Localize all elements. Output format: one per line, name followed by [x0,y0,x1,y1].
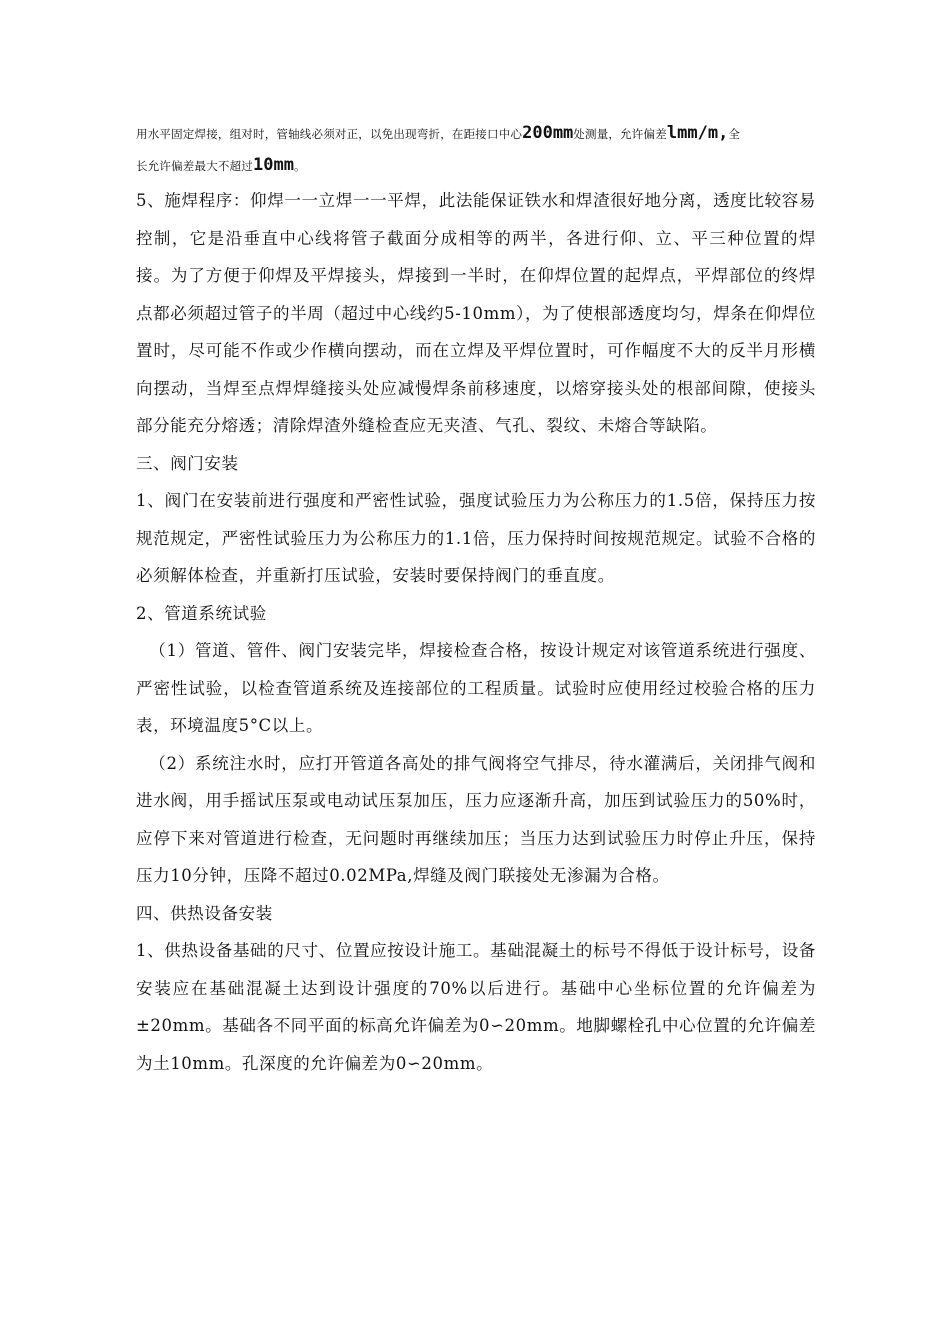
pipe-test-paragraph-2: （2）系统注水时，应打开管道各高处的排气阀将空气排尽，待水灌满后，关闭排气阀和进水阀，用手摇试压泵或电动试压泵加压，压力应逐渐升高，加压到试验压力的50%时，应停下来对管道进行检查，无问题时再继续加压；当压力达到试验压力时停止升压，保持压力10分钟，压降不超过0.02MPa,焊缝及阀门联接处无渗漏为合格。 [136,753,816,885]
pipe-test-paragraph-1: （1）管道、管件、阀门安装完毕，焊接检查合格，按设计规定对该管道系统进行强度、严密性试验，以检查管道系统及连接部位的工程质量。试验时应使用经过校验合格的压力表，环境温度5°C以上。 [136,641,816,735]
text-segment: 。 [293,159,306,173]
distance-value: 200mm [522,123,574,143]
section-heading-valve-installation: 三、阀门安装 [136,453,239,473]
heating-equipment-paragraph: 1、供热设备基础的尺寸、位置应按设计施工。基础混凝土的标号不得低于设计标号，设备安装应在基础混凝土达到设计强度的70%以后进行。基础中心坐标位置的允许偏差为±20mm。基础各不同平面的标高允许偏差为0∽20mm。地脚螺栓孔中心位置的允许偏差为土10mm。孔深度的允许偏差为0∽20mm。 [136,941,816,1073]
tolerance-value: lmm/m, [666,123,729,143]
welding-procedure-paragraph: 5、施焊程序：仰焊一一立焊一一平焊，此法能保证铁水和焊渣很好地分离，透度比较容易控制，它是沿垂直中心线将管子截面分成相等的两半，各进行仰、立、平三种位置的焊接。为了方便于仰焊及平焊接头，焊接到一半时，在仰焊位置的起焊点，平焊部位的终焊点都必须超过管子的半周（超过中心线约5-10mm），为了使根部透度均匀，焊条在仰焊位置时，尽可能不作或少作横向摆动，而在立焊及平焊位置时，可作幅度不大的反半月形横向摆动，当焊至点焊焊缝接头处应减慢焊条前移速度，以熔穿接头处的根部间隙，使接头部分能充分熔透；清除焊渣外缝检查应无夹渣、气孔、裂纹、未熔合等缺陷。 [136,191,816,435]
section-heading-heating-equipment: 四、供热设备安装 [136,903,273,923]
weld-tolerance-line-2 [136,150,816,182]
max-tolerance-value: 10mm [253,155,294,175]
text-segment: 全 [728,127,741,141]
valve-test-paragraph: 1、阀门在安装前进行强度和严密性试验，强度试验压力为公称压力的1.5倍，保持压力按规范规定，严密性试验压力为公称压力的1.1倍，压力保持时间按规范规定。试验不合格的必须解体检查，并重新打压试验，安装时要保持阀门的垂直度。 [136,491,816,585]
text-segment: 用水平固定焊接，组对时，管轴线必须对正，以免出现弯折，在距接口中心 [136,127,523,141]
text-segment: 长允许偏差最大不超过 [136,159,253,173]
subheading-pipe-system-test: 2、管道系统试验 [136,603,267,623]
document-body [136,118,816,1082]
text-segment: 处测量，允许偏差 [573,127,667,141]
weld-tolerance-line-1 [136,118,816,150]
